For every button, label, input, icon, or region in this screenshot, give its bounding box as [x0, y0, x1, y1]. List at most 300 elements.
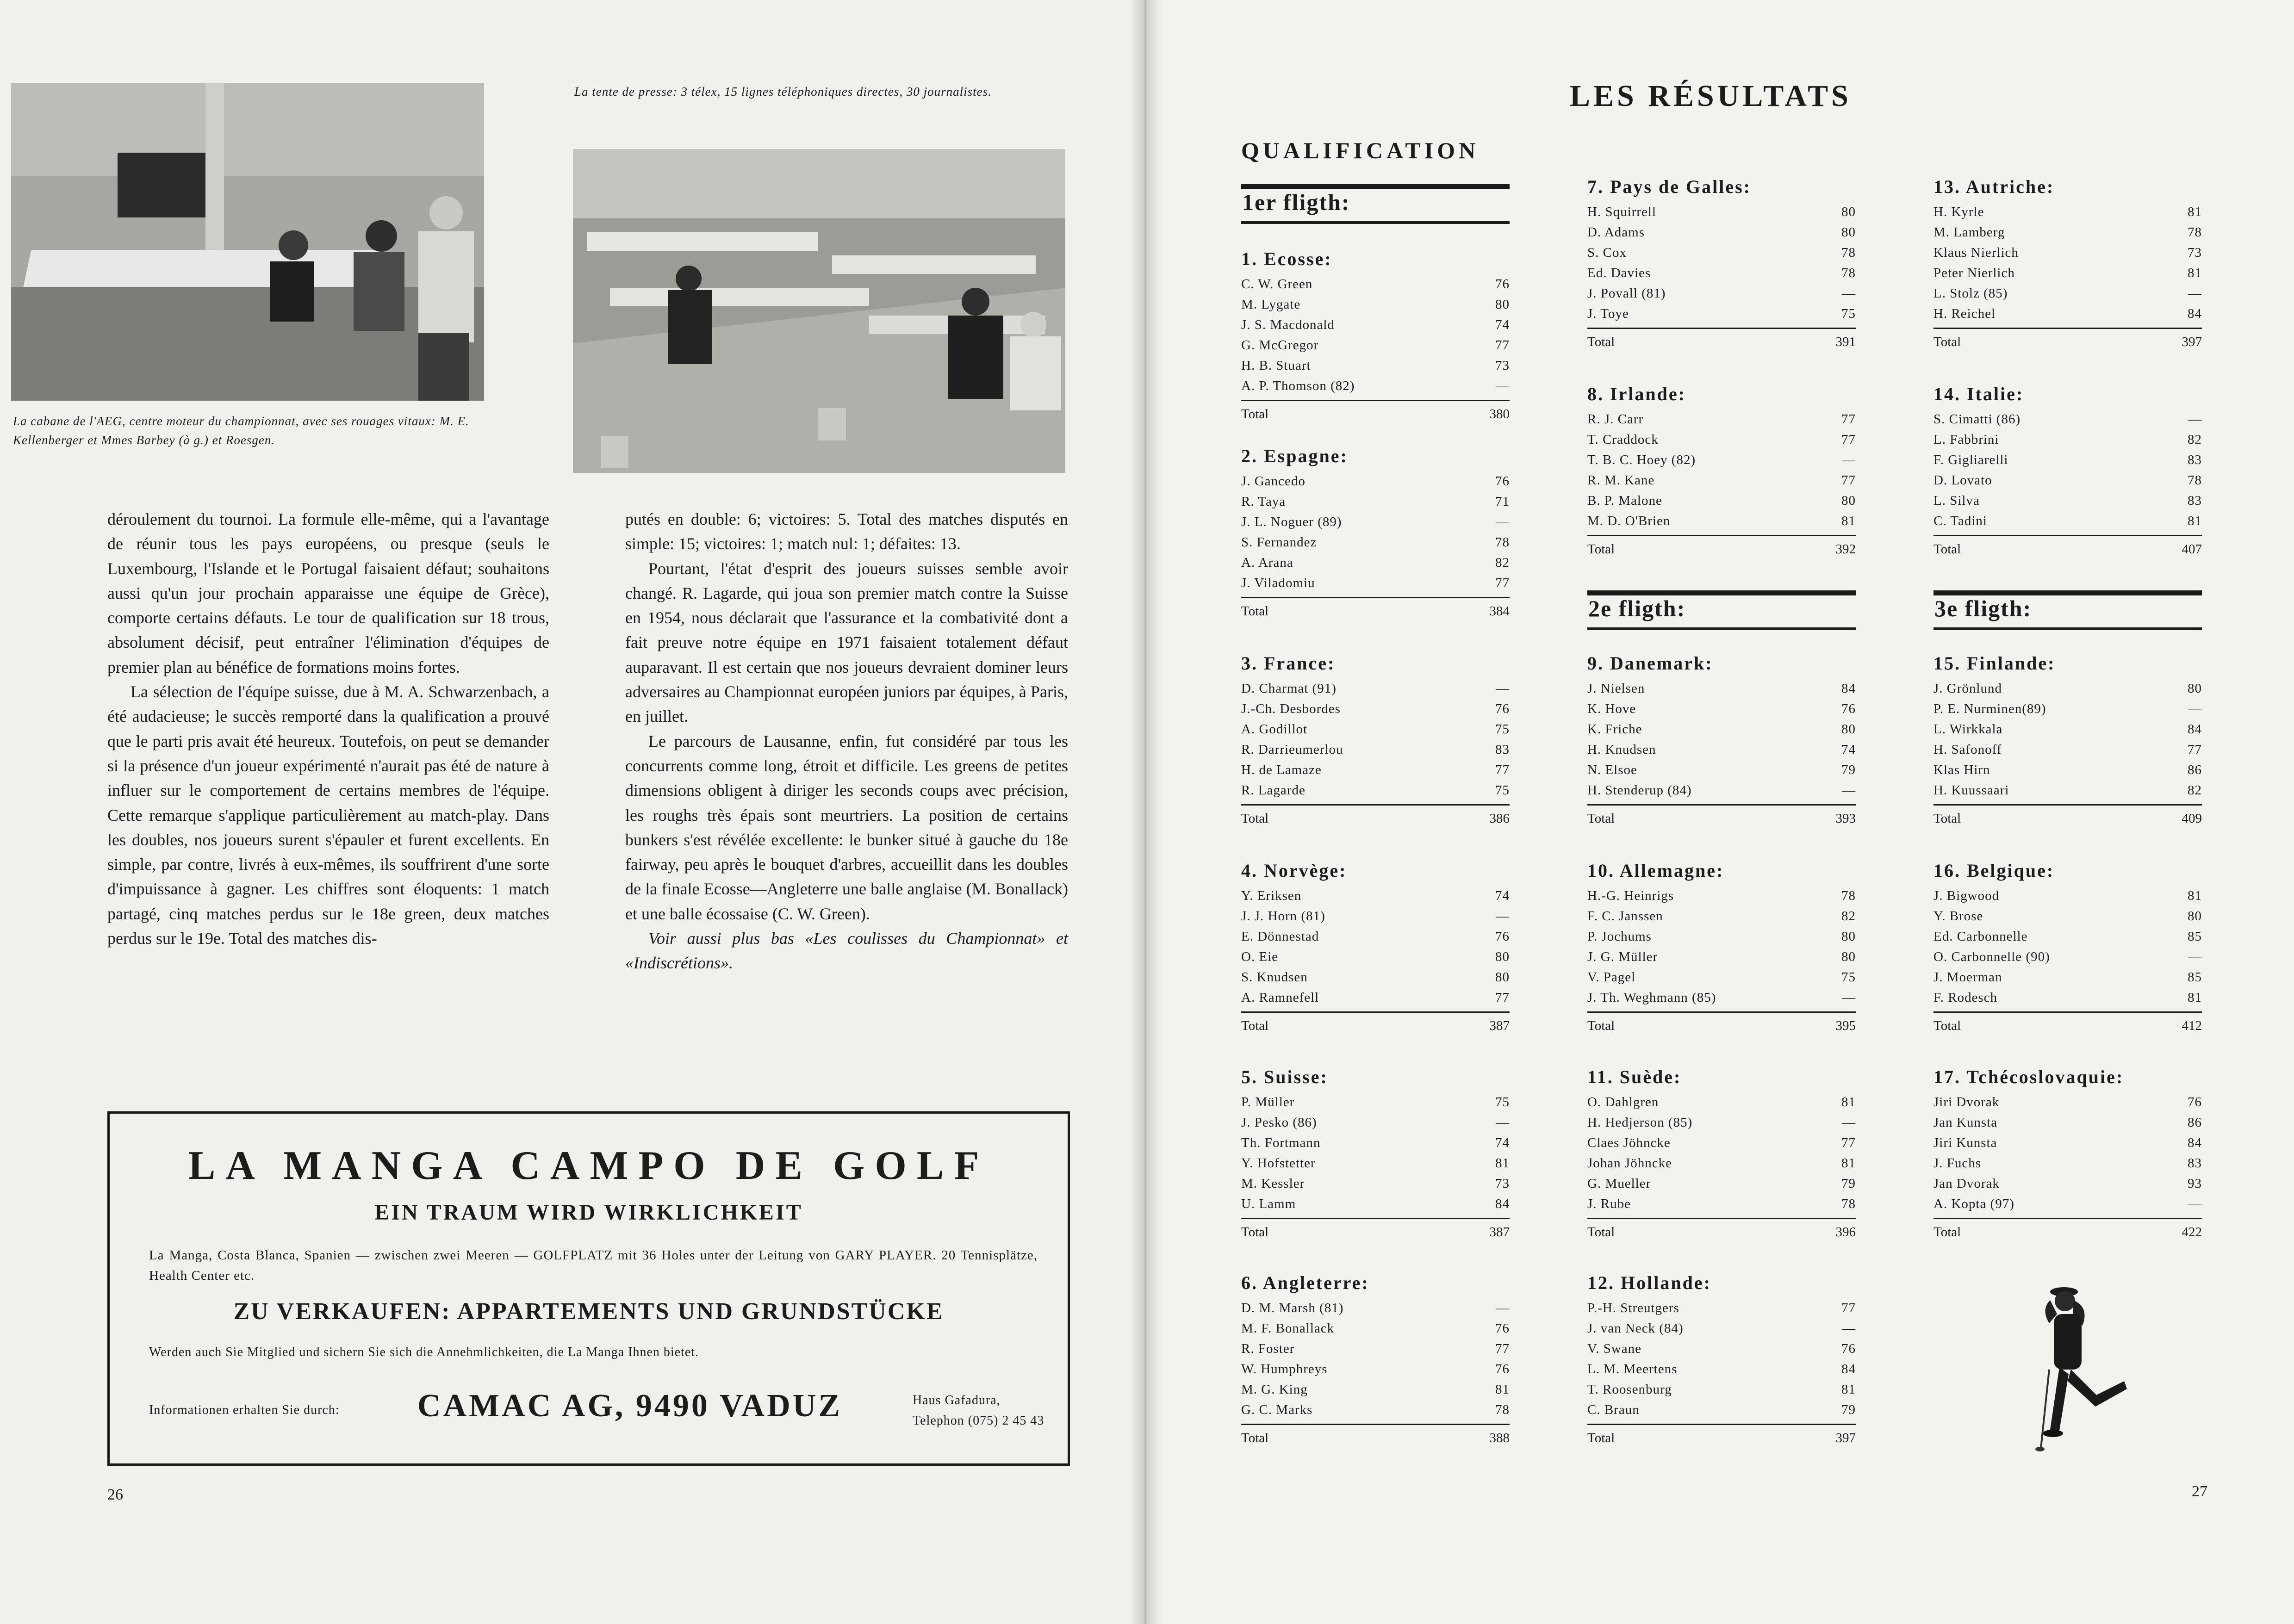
team-table: [1933, 856, 2202, 1036]
flight-1-heading: [1241, 184, 1510, 230]
player-name: O. Dahlgren: [1587, 1095, 1659, 1110]
player-row: [1241, 760, 1510, 780]
player-score: 81: [1841, 1156, 1856, 1171]
player-score: 80: [1841, 493, 1856, 508]
player-row: [1587, 1194, 1856, 1214]
player-name: A. Kopta (97): [1933, 1196, 2014, 1211]
team-table: [1241, 1268, 1510, 1448]
player-score: 77: [1841, 1301, 1856, 1315]
player-name: L. M. Meertens: [1587, 1362, 1678, 1376]
player-name: K. Hove: [1587, 701, 1636, 716]
player-name: R. Lagarde: [1241, 783, 1306, 798]
team-table: [1241, 856, 1510, 1036]
player-row: [1587, 719, 1856, 739]
player-score: —: [1842, 286, 1856, 301]
player-name: J. Gancedo: [1241, 474, 1306, 489]
player-name: P. E. Nurminen(89): [1933, 701, 2046, 716]
player-score: 80: [1841, 205, 1856, 219]
player-row: [1587, 987, 1856, 1008]
player-score: 76: [1841, 1341, 1856, 1356]
team-table: [1241, 244, 1510, 424]
player-name: H. Squirrell: [1587, 205, 1656, 219]
page-number-left: 26: [107, 1486, 123, 1503]
player-name: N. Elsoe: [1587, 762, 1637, 777]
player-row: [1933, 1092, 2202, 1112]
player-score: —: [2188, 286, 2202, 301]
player-name: Th. Fortmann: [1241, 1135, 1321, 1150]
team-name: 8. Irlande:: [1587, 384, 1686, 404]
player-score: 80: [1495, 949, 1510, 964]
player-score: —: [1842, 1115, 1856, 1130]
team-name: 1. Ecosse:: [1241, 248, 1332, 269]
player-score: 78: [1841, 1196, 1856, 1211]
team-name: 7. Pays de Galles:: [1587, 176, 1751, 197]
total-value: 391: [1835, 335, 1856, 349]
player-row: [1241, 274, 1510, 294]
qualification-heading: QUALIFICATION: [1241, 137, 1480, 163]
total-label: Total: [1933, 1018, 1961, 1033]
player-score: 81: [2188, 990, 2202, 1005]
player-row: [1241, 967, 1510, 987]
player-row: [1933, 1112, 2202, 1133]
team-total-row: [1241, 400, 1510, 424]
player-score: 81: [2188, 514, 2202, 528]
team-total-row: [1241, 804, 1510, 829]
player-score: 80: [1841, 949, 1856, 964]
player-row: [1933, 947, 2202, 967]
player-row: [1241, 699, 1510, 719]
player-score: 78: [1841, 266, 1856, 280]
player-row: [1241, 1400, 1510, 1420]
player-score: 81: [1841, 1095, 1856, 1110]
player-name: T. Roosenburg: [1587, 1382, 1672, 1397]
team-total-row: [1933, 1011, 2202, 1036]
player-row: [1587, 1112, 1856, 1133]
player-score: —: [1496, 681, 1510, 696]
team-total-row: [1241, 1011, 1510, 1036]
player-score: 86: [2188, 762, 2202, 777]
total-label: Total: [1933, 335, 1961, 349]
ad-sale-heading: ZU VERKAUFEN: APPARTEMENTS UND GRUNDSTÜCKE: [233, 1298, 944, 1325]
player-row: [1241, 1379, 1510, 1400]
player-name: A. Godillot: [1241, 722, 1308, 737]
team-table: [1933, 379, 2202, 559]
player-name: Y. Brose: [1933, 909, 1983, 924]
total-label: Total: [1587, 1431, 1615, 1445]
player-score: 77: [1841, 1135, 1856, 1150]
player-name: Klaus Nierlich: [1933, 245, 2019, 260]
total-label: Total: [1587, 1018, 1615, 1033]
player-row: [1241, 376, 1510, 396]
player-score: 77: [1495, 338, 1510, 353]
player-score: 84: [2188, 306, 2202, 321]
team-name: 4. Norvège:: [1241, 860, 1347, 881]
player-name: J. Viladomiu: [1241, 576, 1315, 590]
team-total-row: [1933, 1218, 2202, 1242]
player-row: [1933, 222, 2202, 242]
player-name: M. F. Bonallack: [1241, 1321, 1335, 1336]
team-total-row: [1587, 328, 1856, 352]
player-name: C. Tadini: [1933, 514, 1987, 528]
player-score: 79: [1841, 1402, 1856, 1417]
player-score: 74: [1495, 888, 1510, 903]
total-label: Total: [1241, 604, 1269, 619]
team-name: 3. France:: [1241, 653, 1336, 674]
player-score: —: [1496, 909, 1510, 924]
total-label: Total: [1587, 335, 1615, 349]
total-value: 395: [1835, 1018, 1856, 1033]
total-value: 387: [1489, 1018, 1510, 1033]
player-row: [1241, 1318, 1510, 1339]
team-total-row: [1241, 1218, 1510, 1242]
article-paragraph: Le parcours de Lausanne, enfin, fut considéré par tous les concurrents comme long, étroit et difficile. Les greens de petites dimensions obligent à diriger les seconds coups avec précision, les roughs très épais sont meurtriers. La position de certains bunkers s'est révélée excellente: le bunker situé à gauche du 18e fairway, peu après le bouquet d'arbres, accueillit dans les doubles de la finale Ecosse—Angleterre une balle anglaise (M. Bonallack) et une balle écossaise (C. W. Green).: [625, 731, 1068, 923]
player-row: [1933, 1194, 2202, 1214]
total-value: 397: [1835, 1431, 1856, 1445]
player-name: H. de Lamaze: [1241, 762, 1322, 777]
total-value: 397: [2182, 335, 2202, 349]
player-score: —: [1842, 1321, 1856, 1336]
player-row: [1587, 886, 1856, 906]
ad-address-line: Haus Gafadura,: [913, 1393, 1001, 1407]
player-score: 74: [1495, 317, 1510, 332]
player-row: [1587, 1173, 1856, 1194]
total-label: Total: [1933, 542, 1961, 557]
player-name: L. Stolz (85): [1933, 286, 2008, 301]
player-score: 77: [2188, 742, 2202, 757]
player-name: U. Lamm: [1241, 1196, 1296, 1211]
player-row: [1587, 1400, 1856, 1420]
player-score: 75: [1841, 306, 1856, 321]
page-number-right: 27: [2192, 1483, 2207, 1500]
team-name: 16. Belgique:: [1933, 860, 2055, 881]
player-row: [1587, 947, 1856, 967]
player-score: 76: [1495, 277, 1510, 291]
player-row: [1587, 760, 1856, 780]
player-row: [1241, 780, 1510, 800]
player-score: 85: [2188, 929, 2202, 944]
total-value: 384: [1489, 604, 1510, 619]
player-score: 84: [2188, 1135, 2202, 1150]
player-score: 79: [1841, 1176, 1856, 1191]
player-row: [1241, 947, 1510, 967]
player-score: 75: [1495, 722, 1510, 737]
player-score: 73: [1495, 1176, 1510, 1191]
player-row: [1587, 739, 1856, 760]
team-table: [1933, 1062, 2202, 1242]
player-name: J. Povall (81): [1587, 286, 1666, 301]
team-table: [1933, 172, 2202, 352]
team-name: 6. Angleterre:: [1241, 1272, 1369, 1293]
player-score: 84: [2188, 722, 2202, 737]
player-row: [1933, 926, 2202, 947]
player-name: J. Th. Weghmann (85): [1587, 990, 1716, 1005]
la-manga-advertisement: [107, 1111, 1070, 1466]
player-name: P. Jochums: [1587, 929, 1652, 944]
player-score: —: [1842, 452, 1856, 467]
player-name: M. G. King: [1241, 1382, 1308, 1397]
player-score: 81: [2188, 266, 2202, 280]
player-score: 78: [1495, 535, 1510, 550]
total-value: 388: [1489, 1431, 1510, 1445]
team-total-row: [1241, 1424, 1510, 1448]
player-score: 81: [1841, 514, 1856, 528]
total-value: 422: [2182, 1225, 2202, 1240]
rule: [1241, 221, 1510, 224]
player-score: 77: [1841, 412, 1856, 427]
player-row: [1241, 1359, 1510, 1379]
player-name: J. Fuchs: [1933, 1156, 1982, 1171]
player-row: [1241, 1339, 1510, 1359]
player-name: F. Gigliarelli: [1933, 452, 2008, 467]
player-score: 82: [1841, 909, 1856, 924]
player-row: [1933, 739, 2202, 760]
player-name: L. Wirkkala: [1933, 722, 2003, 737]
player-score: 81: [1841, 1382, 1856, 1397]
player-score: 81: [1495, 1156, 1510, 1171]
player-row: [1933, 450, 2202, 470]
player-name: J. Nielsen: [1587, 681, 1645, 696]
player-row: [1933, 967, 2202, 987]
total-value: 409: [2182, 811, 2202, 826]
player-score: 75: [1495, 1095, 1510, 1110]
player-name: F. Rodesch: [1933, 990, 1998, 1005]
player-row: [1587, 1092, 1856, 1112]
player-score: 78: [1841, 888, 1856, 903]
player-row: [1933, 283, 2202, 304]
player-row: [1241, 926, 1510, 947]
see-also-note: Voir aussi plus bas «Les coulisses du Championnat» et «Indiscrétions».: [625, 929, 1068, 973]
player-score: 75: [1841, 970, 1856, 985]
team-name: 5. Suisse:: [1241, 1066, 1328, 1087]
results-title: LES RÉSULTATS: [1570, 79, 1852, 113]
player-row: [1933, 719, 2202, 739]
player-score: 80: [1495, 297, 1510, 312]
player-score: 75: [1495, 783, 1510, 798]
player-row: [1587, 490, 1856, 511]
article-column-1: [107, 507, 549, 951]
player-name: G. C. Marks: [1241, 1402, 1313, 1417]
player-row: [1587, 678, 1856, 699]
player-row: [1587, 1153, 1856, 1173]
player-name: R. J. Carr: [1587, 412, 1644, 427]
player-score: 93: [2188, 1176, 2202, 1191]
player-score: 81: [1495, 1382, 1510, 1397]
team-name: 10. Allemagne:: [1587, 860, 1724, 881]
player-name: Jiri Kunsta: [1933, 1135, 1997, 1150]
player-row: [1587, 263, 1856, 283]
player-score: —: [2188, 412, 2202, 427]
player-row: [1587, 283, 1856, 304]
player-row: [1587, 780, 1856, 800]
flight-label: 1er fligth:: [1242, 189, 1350, 215]
player-row: [1587, 429, 1856, 450]
player-row: [1587, 242, 1856, 263]
player-row: [1241, 886, 1510, 906]
team-total-row: [1933, 328, 2202, 352]
team-table: [1587, 1268, 1856, 1448]
article-paragraph: Pourtant, l'état d'esprit des joueurs suisses semble avoir changé. R. Lagarde, qui joua son premier match contre la Suisse en 1954, nous déclarait que l'assurance et la combativité dont a fait preuve notre équipe en 1971 faisaient totalement défaut auparavant. Il est certain que nos joueurs devraient dominer leurs adversaires au Championnat européen juniors par équipes, à Paris, en juillet.: [625, 559, 1068, 726]
player-row: [1933, 470, 2202, 490]
flight-2-heading: [1587, 590, 1856, 637]
player-row: [1587, 511, 1856, 531]
player-score: 76: [1495, 929, 1510, 944]
team-table: [1587, 379, 1856, 559]
player-row: [1241, 1173, 1510, 1194]
team-table: [1241, 441, 1510, 621]
player-row: [1587, 1379, 1856, 1400]
team-total-row: [1587, 535, 1856, 559]
player-score: 76: [1495, 1321, 1510, 1336]
team-table: [1241, 1062, 1510, 1242]
flight-label: 3e fligth:: [1934, 595, 2032, 621]
player-row: [1587, 222, 1856, 242]
player-score: 81: [2188, 888, 2202, 903]
player-name: S. Cox: [1587, 245, 1627, 260]
player-row: [1241, 1112, 1510, 1133]
player-name: R. Taya: [1241, 494, 1286, 509]
player-name: Ed. Davies: [1587, 266, 1651, 280]
total-value: 412: [2182, 1018, 2202, 1033]
player-score: 84: [1841, 1362, 1856, 1376]
player-score: —: [1496, 1115, 1510, 1130]
player-score: 74: [1495, 1135, 1510, 1150]
player-name: J. Bigwood: [1933, 888, 2000, 903]
player-name: H. Kuussaari: [1933, 783, 2009, 798]
player-row: [1587, 470, 1856, 490]
player-row: [1241, 573, 1510, 593]
player-row: [1241, 512, 1510, 532]
player-name: D. M. Marsh (81): [1241, 1301, 1344, 1315]
player-name: M. Kessler: [1241, 1176, 1305, 1191]
player-row: [1241, 1298, 1510, 1318]
player-row: [1241, 1133, 1510, 1153]
player-row: [1587, 1133, 1856, 1153]
player-name: M. Lamberg: [1933, 225, 2005, 240]
player-score: 83: [1495, 742, 1510, 757]
player-score: 84: [1841, 681, 1856, 696]
player-row: [1587, 450, 1856, 470]
player-row: [1933, 1153, 2202, 1173]
player-row: [1241, 1194, 1510, 1214]
player-name: W. Humphreys: [1241, 1362, 1328, 1376]
player-row: [1933, 263, 2202, 283]
player-score: —: [1842, 783, 1856, 798]
player-name: G. McGregor: [1241, 338, 1319, 353]
player-name: J. Toye: [1587, 306, 1629, 321]
total-label: Total: [1587, 1225, 1615, 1240]
player-name: Ed. Carbonnelle: [1933, 929, 2028, 944]
player-row: [1587, 906, 1856, 926]
ad-title: LA MANGA CAMPO DE GOLF: [188, 1143, 989, 1188]
player-score: 86: [2188, 1115, 2202, 1130]
team-table: [1587, 172, 1856, 352]
player-score: —: [2188, 1196, 2202, 1211]
rule: [1933, 627, 2202, 630]
player-name: H. B. Stuart: [1241, 358, 1311, 373]
player-name: T. B. C. Hoey (82): [1587, 452, 1696, 467]
total-label: Total: [1241, 1018, 1269, 1033]
player-name: D. Adams: [1587, 225, 1645, 240]
photo-press-tent: [573, 149, 1065, 473]
player-row: [1933, 242, 2202, 263]
team-total-row: [1933, 535, 2202, 559]
player-name: A. Arana: [1241, 555, 1293, 570]
golfer-illustration: [2013, 1282, 2129, 1457]
player-score: 76: [1495, 701, 1510, 716]
player-row: [1933, 678, 2202, 699]
player-name: H. Hedjerson (85): [1587, 1115, 1693, 1130]
player-score: 82: [2188, 432, 2202, 447]
player-score: 85: [2188, 970, 2202, 985]
player-name: H. Kyrle: [1933, 205, 1984, 219]
player-row: [1241, 987, 1510, 1008]
player-name: O. Eie: [1241, 949, 1279, 964]
player-row: [1587, 304, 1856, 324]
total-label: Total: [1241, 811, 1269, 826]
player-score: 76: [1495, 1362, 1510, 1376]
player-score: 77: [1841, 473, 1856, 488]
player-name: Jan Kunsta: [1933, 1115, 1998, 1130]
player-score: 77: [1841, 432, 1856, 447]
team-total-row: [1587, 1424, 1856, 1448]
player-name: J. Rube: [1587, 1196, 1631, 1211]
total-value: 407: [2182, 542, 2202, 557]
player-name: Johan Jöhncke: [1587, 1156, 1672, 1171]
total-label: Total: [1241, 1431, 1269, 1445]
player-name: A. Ramnefell: [1241, 990, 1319, 1005]
player-score: 80: [1841, 225, 1856, 240]
article-paragraph: déroulement du tournoi. La formule elle-même, qui a l'avantage de réunir tous les pays européens, ou presque (seuls le Luxembourg, l'Islande et le Portugal faisaient défaut; souhaitons aussi qu'un jour prochain apparaisse une équipe de Grèce), comporte certains défauts. Le tour de qualification sur 18 trous, absolument décisif, peut entraîner l'élimination d'équipes de premier plan au bénéfice de formations moins fortes.: [107, 510, 549, 676]
photo-aeg-cabin: [11, 83, 484, 401]
player-name: E. Dönnestad: [1241, 929, 1319, 944]
player-name: Y. Hofstetter: [1241, 1156, 1316, 1171]
player-name: S. Fernandez: [1241, 535, 1317, 550]
player-name: P. Müller: [1241, 1095, 1295, 1110]
player-name: Klas Hirn: [1933, 762, 1990, 777]
player-row: [1241, 335, 1510, 355]
player-score: 77: [1495, 576, 1510, 590]
player-score: —: [1496, 378, 1510, 393]
team-total-row: [1587, 804, 1856, 829]
total-value: 392: [1835, 542, 1856, 557]
player-row: [1933, 699, 2202, 719]
player-score: 73: [2188, 245, 2202, 260]
player-score: —: [1496, 1301, 1510, 1315]
caption-aeg-cabin: La cabane de l'AEG, centre moteur du championnat, avec ses rouages vitaux: M. E. Kellenberger et Mmes Barbey (à g.) et Roesgen.: [13, 414, 469, 447]
flight-label: 2e fligth:: [1588, 595, 1686, 621]
player-score: 74: [1841, 742, 1856, 757]
ad-phone: Telephon (075) 2 45 43: [913, 1413, 1044, 1428]
player-row: [1933, 490, 2202, 511]
total-value: 380: [1489, 407, 1510, 421]
total-value: 386: [1489, 811, 1510, 826]
team-name: 9. Danemark:: [1587, 653, 1713, 674]
page-gutter: [1129, 0, 1162, 1624]
flight-3-heading: [1933, 590, 2202, 637]
team-total-row: [1933, 804, 2202, 829]
team-table: [1933, 649, 2202, 829]
player-score: 80: [1841, 722, 1856, 737]
player-name: J.-Ch. Desbordes: [1241, 701, 1341, 716]
ad-contact-label: Informationen erhalten Sie durch:: [149, 1403, 340, 1417]
article-paragraph: putés en double: 6; victoires: 5. Total des matches disputés en simple: 15; victoires: 1; match nul: 1; défaites: 13.: [625, 510, 1068, 553]
ad-subtitle: EIN TRAUM WIRD WIRKLICHKEIT: [374, 1200, 803, 1225]
player-score: —: [1842, 990, 1856, 1005]
player-row: [1241, 1153, 1510, 1173]
player-name: C. Braun: [1587, 1402, 1640, 1417]
player-name: H. Safonoff: [1933, 742, 2002, 757]
total-label: Total: [1587, 542, 1615, 557]
